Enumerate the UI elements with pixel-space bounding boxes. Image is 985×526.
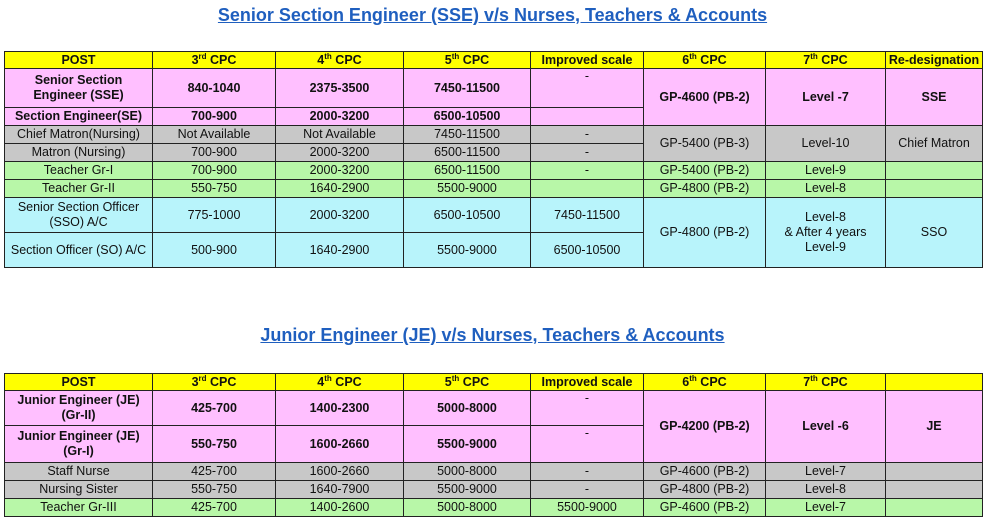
cell-4th-cpc: 2000-3200: [276, 108, 404, 126]
cell-5th-cpc: 7450-11500: [404, 126, 531, 144]
cell-redesignation: [886, 180, 983, 198]
cell-4th-cpc: 2375-3500: [276, 69, 404, 108]
cell-7th-cpc: Level-9: [766, 162, 886, 180]
header-post: POST: [5, 52, 153, 69]
cell-3rd-cpc: 550-750: [153, 481, 276, 499]
cell-3rd-cpc: 700-900: [153, 162, 276, 180]
cell-7th-cpc: Level-8: [766, 481, 886, 499]
cell-5th-cpc: 5500-9000: [404, 426, 531, 463]
cell-4th-cpc: Not Available: [276, 126, 404, 144]
cell-redesignation: Chief Matron: [886, 126, 983, 162]
section1-title: Senior Section Engineer (SSE) v/s Nurses, Teachers & Accounts: [217, 5, 768, 25]
cell-redesignation: JE: [886, 391, 983, 463]
cell-post: Teacher Gr-III: [5, 499, 153, 517]
cell-3rd-cpc: 425-700: [153, 463, 276, 481]
cell-post: Staff Nurse: [5, 463, 153, 481]
cell-post: Matron (Nursing): [5, 144, 153, 162]
table-row-teacher-gr3: [5, 499, 983, 517]
cell-5th-cpc: 5500-9000: [404, 180, 531, 198]
header-5th-cpc: 5th CPC: [404, 374, 531, 391]
table-row-nursing-sister: [5, 481, 983, 499]
cell-4th-cpc: 1400-2300: [276, 391, 404, 426]
cell-post: Chief Matron(Nursing): [5, 126, 153, 144]
cell-3rd-cpc: 500-900: [153, 233, 276, 268]
cell-6th-cpc: GP-4600 (PB-2): [644, 69, 766, 126]
cell-post: Nursing Sister: [5, 481, 153, 499]
table-row-teacher-gr2: [5, 180, 983, 198]
header-redesignation: Re-designation: [886, 52, 983, 69]
sse-comparison-table: [4, 51, 983, 268]
cell-3rd-cpc: 840-1040: [153, 69, 276, 108]
cell-5th-cpc: 6500-11500: [404, 162, 531, 180]
cell-4th-cpc: 1640-2900: [276, 233, 404, 268]
cell-6th-cpc: GP-4800 (PB-2): [644, 198, 766, 268]
table-row-teacher-gr1: [5, 162, 983, 180]
cell-post: Senior Section Engineer (SSE): [5, 69, 153, 108]
header-improved-scale: Improved scale: [531, 374, 644, 391]
cell-6th-cpc: GP-4200 (PB-2): [644, 391, 766, 463]
table-row-je-gr2: [5, 391, 983, 426]
cell-improved: -: [531, 69, 644, 108]
cell-improved: 6500-10500: [531, 233, 644, 268]
cell-redesignation: [886, 162, 983, 180]
cell-improved: -: [531, 162, 644, 180]
cell-6th-cpc: GP-4800 (PB-2): [644, 180, 766, 198]
cell-improved: 5500-9000: [531, 499, 644, 517]
header-6th-cpc: 6th CPC: [644, 52, 766, 69]
cell-post: Senior Section Officer (SSO) A/C: [5, 198, 153, 233]
cell-improved: [531, 108, 644, 126]
cell-3rd-cpc: 775-1000: [153, 198, 276, 233]
cell-redesignation: [886, 463, 983, 481]
cell-improved: [531, 180, 644, 198]
cell-6th-cpc: GP-4600 (PB-2): [644, 463, 766, 481]
cell-redesignation: SSE: [886, 69, 983, 126]
cell-post: Teacher Gr-I: [5, 162, 153, 180]
cell-redesignation: [886, 499, 983, 517]
header-improved-scale: Improved scale: [531, 52, 644, 69]
table-header-row: [5, 374, 983, 391]
cell-post: Teacher Gr-II: [5, 180, 153, 198]
cell-5th-cpc: 6500-11500: [404, 144, 531, 162]
cell-improved: -: [531, 463, 644, 481]
cell-4th-cpc: 2000-3200: [276, 198, 404, 233]
cell-4th-cpc: 1600-2660: [276, 463, 404, 481]
cell-redesignation: [886, 481, 983, 499]
table-row-chief-matron: [5, 126, 983, 144]
table-row-sse: [5, 69, 983, 108]
cell-4th-cpc: 1400-2600: [276, 499, 404, 517]
header-redesignation: [886, 374, 983, 391]
cell-4th-cpc: 1640-7900: [276, 481, 404, 499]
header-4th-cpc: 4th CPC: [276, 52, 404, 69]
cell-7th-cpc: [766, 198, 886, 268]
cell-3rd-cpc: 550-750: [153, 180, 276, 198]
cell-improved: -: [531, 391, 644, 426]
cell-5th-cpc: 5500-9000: [404, 481, 531, 499]
cell-3rd-cpc: 700-900: [153, 108, 276, 126]
cell-7th-cpc: Level-7: [766, 499, 886, 517]
table-header-row: [5, 52, 983, 69]
cell-4th-cpc: 1600-2660: [276, 426, 404, 463]
table-row-sso: [5, 198, 983, 233]
cell-6th-cpc: GP-5400 (PB-3): [644, 126, 766, 162]
je-comparison-table: [4, 373, 983, 517]
header-3rd-cpc: 3rd CPC: [153, 374, 276, 391]
cell-7th-cpc: Level-7: [766, 463, 886, 481]
level-line-2: & After 4 years: [784, 225, 867, 239]
cell-improved: -: [531, 481, 644, 499]
cell-5th-cpc: 5500-9000: [404, 233, 531, 268]
cell-improved: -: [531, 126, 644, 144]
cell-3rd-cpc: 425-700: [153, 499, 276, 517]
cell-4th-cpc: 2000-3200: [276, 144, 404, 162]
cell-improved: -: [531, 426, 644, 463]
cell-4th-cpc: 2000-3200: [276, 162, 404, 180]
cell-improved: -: [531, 144, 644, 162]
cell-5th-cpc: 6500-10500: [404, 108, 531, 126]
header-6th-cpc: 6th CPC: [644, 374, 766, 391]
cell-3rd-cpc: Not Available: [153, 126, 276, 144]
cell-post: Section Officer (SO) A/C: [5, 233, 153, 268]
level-line-1: Level-8: [805, 210, 846, 224]
cell-7th-cpc: Level -7: [766, 69, 886, 126]
section2-title: Junior Engineer (JE) v/s Nurses, Teachers & Accounts: [260, 325, 725, 345]
cell-7th-cpc: Level -6: [766, 391, 886, 463]
header-7th-cpc: 7th CPC: [766, 374, 886, 391]
cell-post: Junior Engineer (JE) (Gr-II): [5, 391, 153, 426]
header-7th-cpc: 7th CPC: [766, 52, 886, 69]
cell-improved: 7450-11500: [531, 198, 644, 233]
cell-7th-cpc: Level-8: [766, 180, 886, 198]
cell-6th-cpc: GP-5400 (PB-2): [644, 162, 766, 180]
cell-5th-cpc: 6500-10500: [404, 198, 531, 233]
cell-redesignation: SSO: [886, 198, 983, 268]
cell-6th-cpc: GP-4600 (PB-2): [644, 499, 766, 517]
cell-5th-cpc: 5000-8000: [404, 391, 531, 426]
cell-3rd-cpc: 700-900: [153, 144, 276, 162]
cell-post: Section Engineer(SE): [5, 108, 153, 126]
header-5th-cpc: 5th CPC: [404, 52, 531, 69]
header-post: POST: [5, 374, 153, 391]
cell-6th-cpc: GP-4800 (PB-2): [644, 481, 766, 499]
cell-4th-cpc: 1640-2900: [276, 180, 404, 198]
cell-7th-cpc: Level-10: [766, 126, 886, 162]
header-4th-cpc: 4th CPC: [276, 374, 404, 391]
cell-5th-cpc: 7450-11500: [404, 69, 531, 108]
cell-post: Junior Engineer (JE) (Gr-I): [5, 426, 153, 463]
cell-5th-cpc: 5000-8000: [404, 499, 531, 517]
cell-5th-cpc: 5000-8000: [404, 463, 531, 481]
cell-3rd-cpc: 550-750: [153, 426, 276, 463]
table-row-staff-nurse: [5, 463, 983, 481]
cell-3rd-cpc: 425-700: [153, 391, 276, 426]
header-3rd-cpc: 3rd CPC: [153, 52, 276, 69]
level-line-3: Level-9: [805, 240, 846, 254]
